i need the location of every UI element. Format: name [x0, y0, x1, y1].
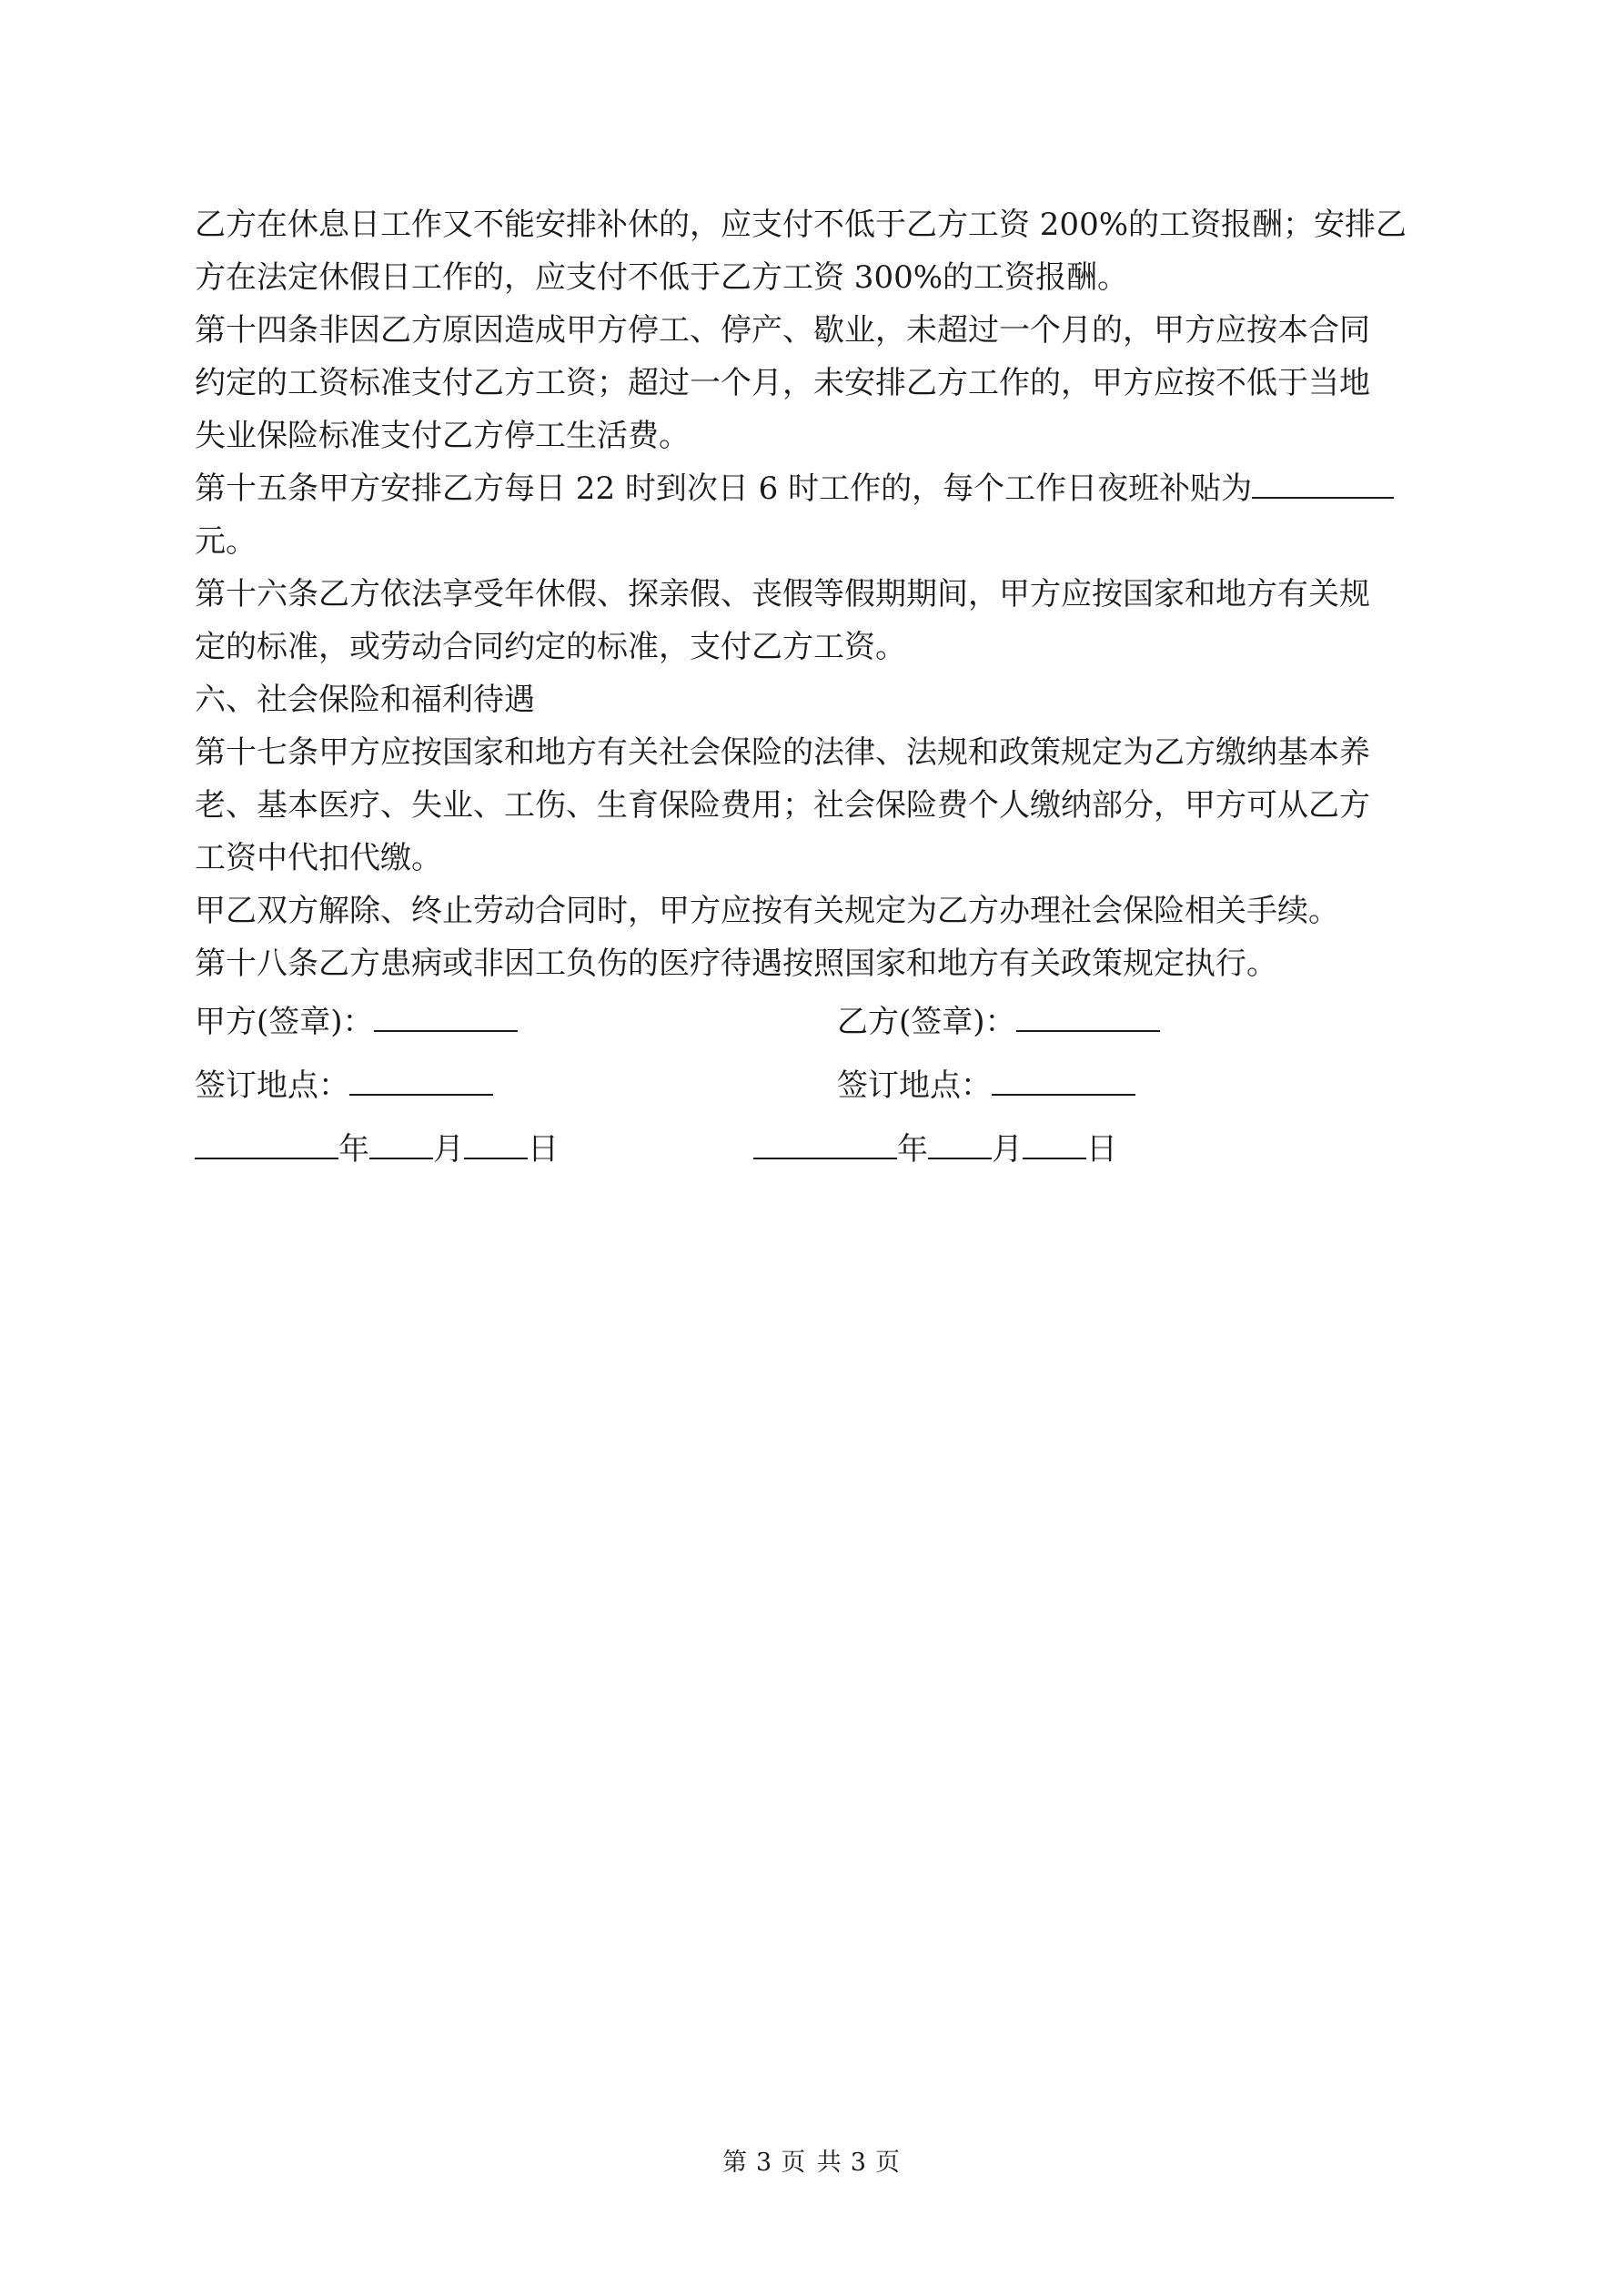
party-b-place [837, 1054, 1135, 1118]
article-17-line: 第十七条甲方应按国家和地方有关社会保险的法律、法规和政策规定为乙方缴纳基本养 [195, 734, 1370, 771]
article-15-line: 元。 [195, 523, 257, 560]
article-14-line: 失业保险标准支付乙方停工生活费。 [195, 418, 690, 454]
party-b-signature [837, 990, 1160, 1054]
paragraph-line: 方在法定休假日工作的，应支付不低于乙方工资 300%的工资报酬。 [195, 259, 1129, 296]
section-heading: 六、社会保险和福利待遇 [195, 682, 535, 718]
day-label-b: 日 [1086, 1131, 1117, 1168]
article-16-line: 定的标准，或劳动合同约定的标准，支付乙方工资。 [195, 629, 906, 665]
date-row [195, 1118, 1441, 1181]
month-label-a: 月 [433, 1131, 464, 1168]
month-blank-a [369, 1130, 433, 1159]
party-a-blank [374, 1003, 518, 1032]
year-label-b: 年 [897, 1131, 928, 1168]
page-number-footer [0, 2142, 1624, 2178]
year-label-a: 年 [338, 1131, 369, 1168]
day-label-a: 日 [528, 1131, 559, 1168]
party-a-place [195, 1054, 493, 1118]
party-b-date [753, 1118, 1117, 1181]
article-15-text: 第十五条甲方安排乙方每日 22 时到次日 6 时工作的，每个工作日夜班补贴为 [195, 470, 1253, 507]
place-label-a: 签订地点： [195, 1067, 349, 1104]
night-allowance-blank [1252, 470, 1394, 499]
place-row [195, 1054, 1441, 1118]
place-b-blank [992, 1067, 1135, 1096]
article-16-line: 第十六条乙方依法享受年休假、探亲假、丧假等假期期间，甲方应按国家和地方有关规 [195, 576, 1370, 612]
place-label-b: 签订地点： [837, 1067, 992, 1104]
party-a-label: 甲方(签章)： [195, 1004, 374, 1040]
place-a-blank [349, 1067, 493, 1096]
month-blank-b [928, 1130, 992, 1159]
article-18-line: 第十八条乙方患病或非因工负伤的医疗待遇按照国家和地方有关政策规定执行。 [195, 946, 1277, 982]
paragraph-line: 甲乙双方解除、终止劳动合同时，甲方应按有关规定为乙方办理社会保险相关手续。 [195, 893, 1339, 929]
footer-suffix: 页 [874, 2149, 902, 2177]
footer-middle: 页 共 [781, 2149, 843, 2177]
day-blank-a [464, 1130, 528, 1159]
total-page-number: 3 [850, 2149, 868, 2177]
party-b-blank [1016, 1003, 1160, 1032]
article-17-line: 工资中代扣代缴。 [195, 840, 442, 876]
signature-row [195, 990, 1441, 1054]
party-a-signature [195, 990, 518, 1054]
year-blank-a [195, 1130, 338, 1159]
footer-prefix: 第 [722, 2149, 750, 2177]
party-a-date [195, 1118, 559, 1181]
month-label-b: 月 [992, 1131, 1023, 1168]
article-17-line: 老、基本医疗、失业、工伤、生育保险费用；社会保险费个人缴纳部分，甲方可从乙方 [195, 787, 1370, 824]
article-14-line: 第十四条非因乙方原因造成甲方停工、停产、歇业，未超过一个月的，甲方应按本合同 [195, 312, 1370, 349]
party-b-label: 乙方(签章)： [837, 1004, 1016, 1040]
year-blank-b [753, 1130, 897, 1159]
paragraph-line: 乙方在休息日工作又不能安排补休的，应支付不低于乙方工资 200%的工资报酬；安排乙 [195, 207, 1407, 243]
current-page-number: 3 [756, 2149, 774, 2177]
document-body [195, 198, 1441, 1181]
article-15-line [195, 462, 1441, 515]
day-blank-b [1023, 1130, 1086, 1159]
article-14-line: 约定的工资标准支付乙方工资；超过一个月，未安排乙方工作的，甲方应按不低于当地 [195, 365, 1370, 401]
